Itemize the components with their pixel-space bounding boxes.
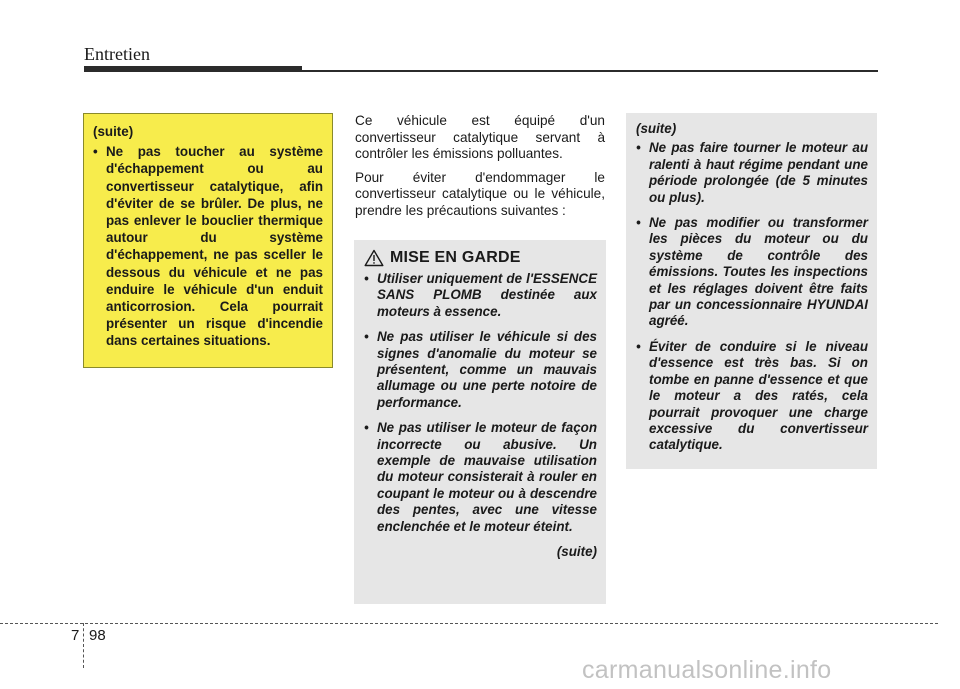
bullet-dot-icon: • xyxy=(636,140,641,156)
caution-box-right xyxy=(626,113,877,469)
bullet-dot-icon: • xyxy=(364,271,369,286)
bullet-dot-icon: • xyxy=(364,329,369,345)
caution-box-left xyxy=(83,113,333,368)
footer-dashed-rule xyxy=(0,623,938,624)
chapter-number: 7 xyxy=(71,627,80,644)
bullet-dot-icon: • xyxy=(636,338,641,354)
bullet-item xyxy=(636,339,868,454)
section-title: Entretien xyxy=(84,44,150,64)
header-rule-thick xyxy=(84,66,302,72)
bullet-text: Ne pas toucher au système d'échappement ou au convertisseur catalytique, afin d'éviter de se brûler. De plus, ne pas enlever le bouclier thermique autour du système d'échappement, ne pas sceller le dessous du véhicule et ne pas enduire le véhicule d'un enduit anticorrosion. Cela pourrait présenter un risque d'incendie dans certaines situations. xyxy=(106,144,323,349)
bullet-text: Ne pas utiliser le moteur de façon incorrecte ou abusive. Un exemple de mauvaise utilisation du moteur consisterait à rouler en coupant le moteur ou à descendre des pentes, avec une vitesse enclenchée et le moteur éteint. xyxy=(377,420,597,534)
footer-dashed-divider xyxy=(83,623,84,668)
warning-header xyxy=(364,249,597,267)
intro-paragraph: Ce véhicule est équipé d'un convertisseur catalytique servant à contrôler les émissions polluantes. xyxy=(355,113,605,162)
warning-title: MISE EN GARDE xyxy=(390,248,521,266)
bullet-dot-icon: • xyxy=(93,144,98,160)
intro-paragraph: Pour éviter d'endommager le convertisseur catalytique ou le véhicule, prendre les précautions suivantes : xyxy=(355,169,605,218)
bullet-dot-icon: • xyxy=(636,215,641,231)
bullet-item xyxy=(636,215,868,330)
bullet-text: Ne pas faire tourner le moteur au ralenti à haut régime pendant une période prolongée (de 5 minutes ou plus). xyxy=(649,140,868,205)
bullet-text: Éviter de conduire si le niveau d'essence est très bas. Si on tombe en panne d'essence et que le moteur a des ratés, cela pourrait provoquer une charge excessive du convertisseur catalytique. xyxy=(649,338,868,453)
warning-box xyxy=(354,240,606,604)
bullet-text: Utiliser uniquement de l'ESSENCE SANS PLOMB destinée aux moteurs à essence. xyxy=(377,271,597,319)
bullet-item xyxy=(364,271,597,320)
intro-text xyxy=(355,113,605,227)
bullet-item xyxy=(636,140,868,206)
bullet-text: Ne pas modifier ou transformer les pièces du moteur ou du système de contrôle des émissions. Toutes les inspections et les réglages doivent être faits par un concessionnaire HYUNDAI agréé. xyxy=(649,215,868,329)
continued-label: (suite) xyxy=(556,544,597,560)
continued-label: (suite) xyxy=(93,124,134,139)
page-number: 98 xyxy=(89,627,106,644)
header-rule-thin xyxy=(302,70,878,72)
warning-triangle-icon xyxy=(364,249,384,267)
bullet-item xyxy=(364,329,597,411)
bullet-text: Ne pas utiliser le véhicule si des signes d'anomalie du moteur se présentent, comme un mauvais allumage ou une perte notoire de performance. xyxy=(377,329,597,410)
watermark: carmanualsonline.info xyxy=(582,656,832,684)
bullet-item xyxy=(93,143,323,349)
bullet-item xyxy=(364,420,597,535)
continued-label: (suite) xyxy=(636,121,677,136)
bullet-dot-icon: • xyxy=(364,420,369,436)
